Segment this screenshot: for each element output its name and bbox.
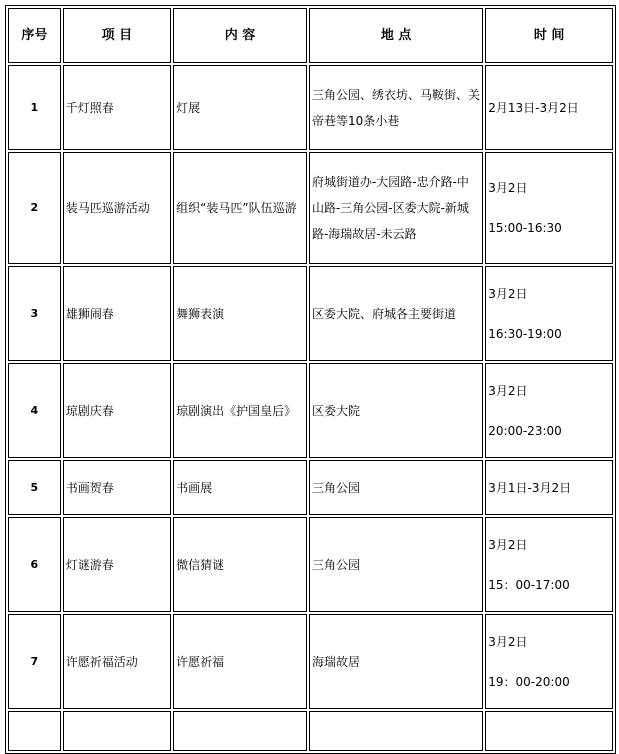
table-row: [8, 614, 613, 709]
row-time: [485, 266, 613, 361]
row-time-range: 15:00-16:30: [488, 221, 562, 235]
schedule-table: [5, 5, 616, 754]
empty-cell: [309, 711, 483, 751]
empty-cell: [8, 711, 61, 751]
row-num: 4: [8, 363, 61, 458]
header-row: [8, 8, 613, 63]
row-num: 7: [8, 614, 61, 709]
header-time: 时 间: [485, 8, 613, 63]
row-content: 琼剧演出《护国皇后》: [173, 363, 307, 458]
row-time: [485, 152, 613, 264]
row-time-date: 3月2日: [488, 286, 528, 301]
empty-cell: [173, 711, 307, 751]
row-content: 组织“装马匹”队伍巡游: [173, 152, 307, 264]
row-item: 琼剧庆春: [63, 363, 171, 458]
row-time-range: 20:00-23:00: [488, 423, 562, 438]
table-row: [8, 65, 613, 150]
row-time-date: 2月13日-3月2日: [488, 100, 579, 115]
row-content: 微信猜谜: [173, 517, 307, 612]
header-num: 序号: [8, 8, 61, 63]
row-num: 3: [8, 266, 61, 361]
table-row: [8, 152, 613, 264]
table-row: [8, 517, 613, 612]
row-time: [485, 363, 613, 458]
row-location: 区委大院、府城各主要街道: [309, 266, 483, 361]
row-num: 1: [8, 65, 61, 150]
row-location: 三角公园、绣衣坊、马鞍街、关帝巷等10条小巷: [309, 65, 483, 150]
table-row: [8, 363, 613, 458]
row-time-range: 16:30-19:00: [488, 326, 562, 341]
row-item: 千灯照春: [63, 65, 171, 150]
row-location: 区委大院: [309, 363, 483, 458]
empty-cell: [63, 711, 171, 751]
row-content: 灯展: [173, 65, 307, 150]
table-row-partial: [8, 711, 613, 751]
row-time: [485, 460, 613, 515]
row-time-date: 3月2日: [488, 634, 528, 649]
row-num: 2: [8, 152, 61, 264]
table-row: [8, 460, 613, 515]
row-num: 6: [8, 517, 61, 612]
row-location: 府城街道办-大园路-忠介路-中山路-三角公园-区委大院-新城路-海瑞故居-未云路: [309, 152, 483, 264]
header-location: 地 点: [309, 8, 483, 63]
row-num: 5: [8, 460, 61, 515]
row-time-range: 15：00-17:00: [488, 577, 570, 592]
table-row: [8, 266, 613, 361]
row-content: 舞狮表演: [173, 266, 307, 361]
row-time: [485, 517, 613, 612]
header-content: 内 容: [173, 8, 307, 63]
row-content: 许愿祈福: [173, 614, 307, 709]
row-item: 灯谜游春: [63, 517, 171, 612]
row-item: 许愿祈福活动: [63, 614, 171, 709]
row-item: 书画贺春: [63, 460, 171, 515]
row-time: [485, 614, 613, 709]
row-item: 雄狮闹春: [63, 266, 171, 361]
row-time-date: 3月1日-3月2日: [488, 480, 572, 495]
row-time-date: 3月2日: [488, 383, 528, 398]
row-time-date: 3月2日: [488, 537, 528, 552]
row-location: 三角公园: [309, 517, 483, 612]
row-time: [485, 65, 613, 150]
empty-cell: [485, 711, 613, 751]
row-location: 海瑞故居: [309, 614, 483, 709]
row-time-date: 3月2日: [488, 181, 528, 195]
row-location: 三角公园: [309, 460, 483, 515]
header-item: 项 目: [63, 8, 171, 63]
row-content: 书画展: [173, 460, 307, 515]
row-item: 装马匹巡游活动: [63, 152, 171, 264]
row-time-range: 19：00-20:00: [488, 674, 570, 689]
